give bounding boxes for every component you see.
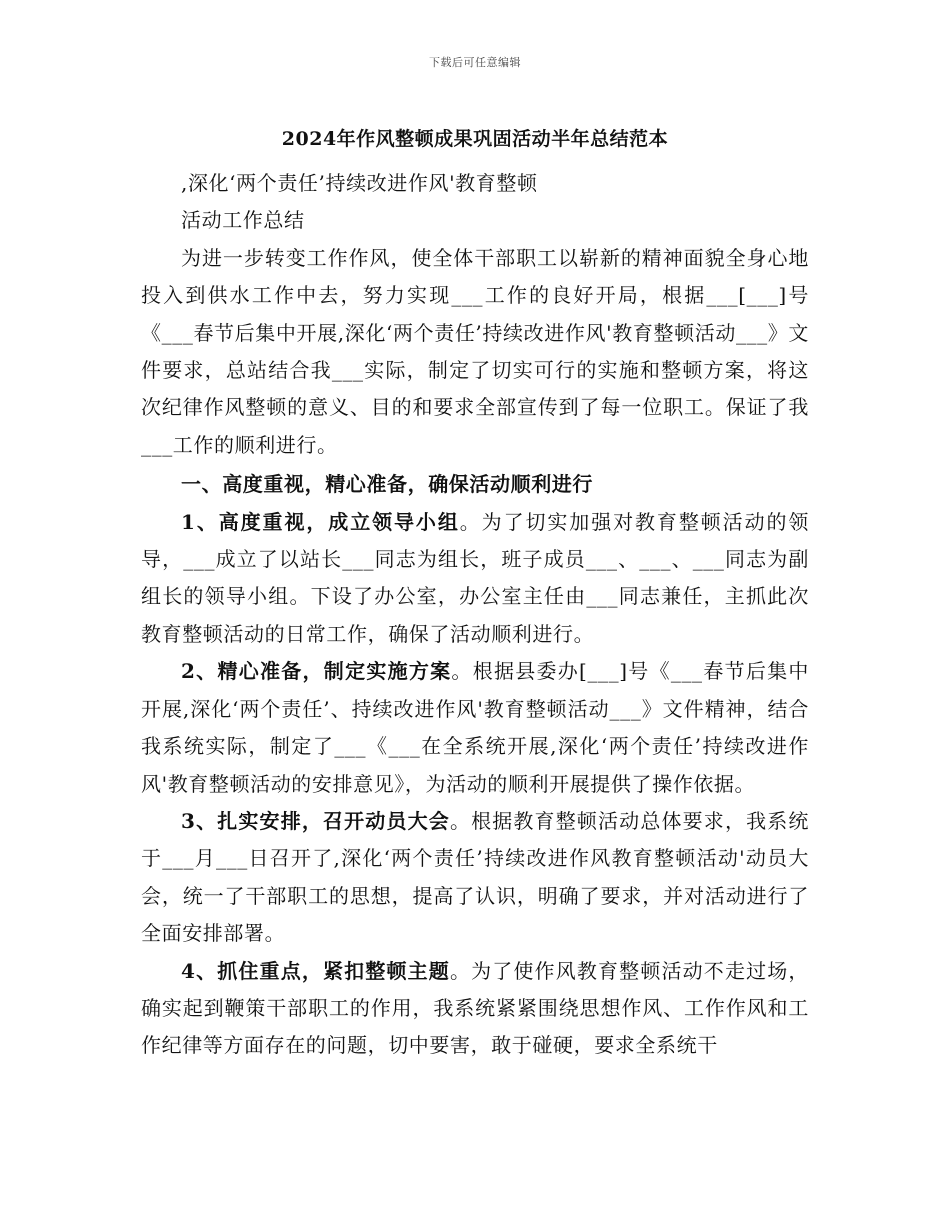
header-note: 下载后可任意编辑	[429, 56, 521, 69]
item-2-paragraph	[141, 653, 809, 803]
item-2-text: 。根据县委办[___]号《___春节后集中开展,深化‘两个责任’、持续改进作风'教育整顿活动___》文件精神，结合我系统实际，制定了___《___在全系统开展,深化‘两个责任’持续改进作风'教育整顿活动的安排意见》，为活动的顺利开展提供了操作依据。	[141, 659, 809, 796]
intro-line-1: ,深化‘两个责任’持续改进作风'教育整顿	[181, 171, 538, 195]
item-3-text: 。根据教育整顿活动总体要求，我系统于___月___日召开了,深化‘两个责任’持续改进作风教育整顿活动'动员大会，统一了干部职工的思想，提高了认识，明确了要求，并对活动进行了全面安排部署。	[141, 808, 810, 946]
item-1-paragraph	[141, 504, 809, 654]
paragraph-1: 为进一步转变工作作风，使全体干部职工以崭新的精神面貌全身心地投入到供水工作中去，努力实现___工作的良好开局，根据___[___]号《___春节后集中开展,深化‘两个责任’持续改进作风'教育整顿活动___》文件要求，总站结合我___实际，制定了切实可行的实施和整顿方案，将这次纪律作风整顿的意义、目的和要求全部宣传到了每一位职工。保证了我___工作的顺利进行。	[141, 245, 809, 457]
item-4-paragraph	[141, 953, 809, 1065]
document-title: 2024年作风整顿成果巩固活动半年总结范本	[281, 128, 669, 150]
item-1-lead: 1、高度重视，成立领导小组	[181, 509, 460, 534]
item-4-text: 。为了使作风教育整顿活动不走过场，确实起到鞭策干部职工的作用，我系统紧紧围绕思想作风、工作作风和工作纪律等方面存在的问题，切中要害，敢于碰硬，要求全系统干	[141, 958, 810, 1058]
item-3-lead: 3、扎实安排，召开动员大会	[181, 808, 450, 833]
intro-line-2: 活动工作总结	[181, 208, 305, 233]
section-1-heading: 一、高度重视，精心准备，确保活动顺利进行	[181, 472, 593, 497]
item-1-text: 。为了切实加强对教育整顿活动的领导，___成立了以站长___同志为组长，班子成员___、___、___同志为副组长的领导小组。下设了办公室，办公室主任由___同志兼任，主抓此次教育整顿活动的日常工作，确保了活动顺利进行。	[141, 509, 809, 646]
item-2-lead: 2、精心准备，制定实施方案	[181, 659, 452, 684]
item-3-paragraph	[141, 803, 809, 953]
item-4-lead: 4、抓住重点，紧扣整顿主题	[181, 958, 450, 983]
document-body	[141, 165, 809, 1065]
